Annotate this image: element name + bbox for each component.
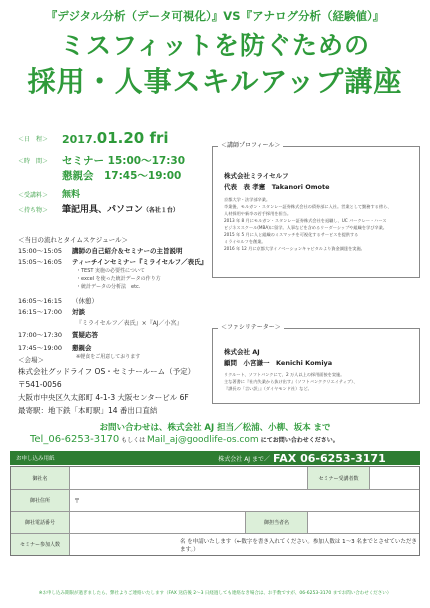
profile-bio-line: 京都大学・法学部卒業。 bbox=[224, 197, 271, 202]
facilitator-heading: ＜ファシリテーター＞ bbox=[218, 322, 284, 331]
venue-heading: ＜会場＞ bbox=[18, 356, 44, 364]
venue-name: 株式会社グッドライフ OS・セミナールーム（予定） bbox=[18, 367, 196, 376]
timeline-text: 講師の自己紹介＆セミナーの主旨説明 bbox=[72, 247, 183, 255]
contact-person-field[interactable] bbox=[307, 512, 419, 533]
time-label: ＜時 間＞ bbox=[18, 158, 49, 165]
contact-details bbox=[30, 434, 400, 445]
facilitator-bio-line: リクルート、ソフトバンクにて、2 万人以上の採用面接を実施。 bbox=[224, 372, 345, 377]
event-subtitle: 『デジタル分析（データ可視化）』VS『アナログ分析（経験値）』 bbox=[45, 9, 385, 23]
timeline-party-note: ※軽食をご用意しております bbox=[76, 354, 141, 360]
date-label: ＜日 程＞ bbox=[18, 136, 49, 143]
participants-field[interactable]: 名 を申請いたします（←数字を書き入れてください。参加人数は 1〜3 名までとさせていただきます。） bbox=[69, 534, 419, 555]
company-label: 御社名 bbox=[11, 467, 69, 489]
bring-label: ＜持ち物＞ bbox=[18, 207, 49, 214]
profile-bio-line: ミライセルフを創業。 bbox=[224, 239, 266, 244]
profile-name: 代表 表 孝憲 Takanori Omote bbox=[224, 183, 330, 191]
event-title-line2: 採用・人事スキルアップ講座 bbox=[27, 65, 403, 98]
seminar-count-label: セミナー受講者数 bbox=[307, 467, 369, 489]
timeline-time: 15:00〜15:05 bbox=[18, 247, 62, 255]
form-row-company bbox=[11, 467, 419, 489]
form-row-phone bbox=[11, 511, 419, 533]
time-seminar: セミナー 15:00〜17:30 bbox=[62, 155, 186, 167]
venue-address: 大阪市中央区久太郎町 4-1-3 大阪センタービル 6F bbox=[18, 393, 189, 402]
form-row-participants bbox=[11, 533, 419, 555]
company-field[interactable] bbox=[69, 467, 307, 489]
timeline-text: 懇親会 bbox=[72, 344, 92, 352]
profile-heading: ＜講師プロフィール＞ bbox=[218, 140, 283, 149]
bring-items: 筆記用具、パソコン bbox=[62, 205, 143, 215]
date-year: 2017. bbox=[62, 133, 97, 146]
timeline-time: 16:15〜17:00 bbox=[18, 308, 62, 316]
timeline-time: 15:05〜16:05 bbox=[18, 258, 62, 266]
seminar-count-field[interactable] bbox=[369, 467, 419, 489]
facilitator-name: 顧問 小宮謙一 Kenichi Komiya bbox=[224, 359, 333, 367]
timeline-time: 17:45〜19:00 bbox=[18, 344, 62, 352]
timeline-text: （休憩） bbox=[72, 297, 98, 305]
form-to: 株式会社 AJ まで／ bbox=[218, 455, 270, 463]
timeline-subitem: ・excel を使った統計データの作り方 bbox=[76, 276, 161, 282]
timeline-time: 16:05〜16:15 bbox=[18, 297, 62, 305]
profile-bio-line: ビジネススクール(MBA)に留学。人事などを含めるリーダーシップや組織を学び卒業。 bbox=[224, 225, 387, 230]
form-fax: FAX 06-6253-3171 bbox=[273, 451, 386, 465]
contact-tel[interactable]: Tel_06-6253-3170 bbox=[30, 434, 120, 445]
form-header-bar bbox=[10, 451, 420, 465]
fee-label: ＜受講料＞ bbox=[18, 192, 49, 199]
profile-bio-line: 卒業後、モルガン・スタンレー証券株式会社の債券部に入社。営業として勤務する傍ら、 bbox=[224, 204, 392, 209]
venue-station: 最寄駅：地下鉄「本町駅」14 番出口直結 bbox=[18, 406, 158, 415]
fee-value: 無料 bbox=[62, 190, 81, 200]
event-title-line1: ミスフィットを防ぐための bbox=[59, 31, 370, 60]
form-title: お申し込み用紙 bbox=[16, 456, 55, 462]
facilitator-bio-line: 『課長の「言い訳」』（ダイヤモンド社）など。 bbox=[224, 386, 312, 391]
profile-bio-line: 2015 年 5 月に人と組織のミスマッチを可視化するサービスを提供する bbox=[224, 232, 359, 237]
timeline-subitem: ・TEST 実施の必要性について bbox=[76, 268, 145, 274]
facilitator-bio-line: 主な著書に『社内失業から抜け出す』（ソフトバンククリエイティブ）、 bbox=[224, 379, 358, 384]
phone-field[interactable] bbox=[69, 512, 245, 533]
timeline-text: ティーチインセミナー『ミライセルフ／表氏』 bbox=[72, 258, 208, 266]
contact-person-label: 御担当者名 bbox=[245, 512, 307, 533]
profile-bio-line: 人材採用や新卒の若手採用を担当。 bbox=[224, 211, 292, 216]
phone-label: 御社電話番号 bbox=[11, 512, 69, 533]
venue-zip: 〒541-0056 bbox=[18, 380, 62, 389]
participants-label: セミナー参加人数 bbox=[11, 534, 69, 555]
facilitator-company: 株式会社 AJ bbox=[224, 348, 260, 356]
timeline-time: 17:00〜17:30 bbox=[18, 331, 62, 339]
timeline-dialog: 『ミライセルフ／表氏』×『AJ／小宮』 bbox=[76, 320, 183, 327]
contact-mail[interactable]: Mail_aj@goodlife-os.com bbox=[147, 435, 259, 445]
address-label: 御社住所 bbox=[11, 490, 69, 511]
profile-bio-line: 2013 年 8 月にモルガン・スタンレー証券株式会社を退職し、UC バークレー・ハース bbox=[224, 218, 387, 223]
address-field[interactable] bbox=[69, 490, 419, 511]
time-party: 懇親会 17:45〜19:00 bbox=[62, 170, 182, 182]
zip-mark: 〒 bbox=[74, 498, 81, 505]
facilitator-bio bbox=[224, 371, 414, 392]
contact-suffix: にてお問い合わせください。 bbox=[258, 437, 339, 444]
contact-or: もしくは bbox=[119, 437, 148, 444]
form-row-address bbox=[11, 489, 419, 511]
profile-bio bbox=[224, 196, 414, 252]
deadline-note: ※お申し込み期限が過ぎましたら、弊社よりご連絡いたします（FAX 送信後 2〜3 日経過しても連絡なき場合は、お手数ですが、06-6253-3170 までお問い合わせください） bbox=[38, 591, 392, 596]
bring-note: （各社１台） bbox=[142, 207, 179, 214]
application-form bbox=[10, 466, 420, 556]
contact-heading: お問い合わせは、株式会社 AJ 担当／松浦、小柳、坂本 まで bbox=[99, 423, 331, 433]
profile-bio-line: 2016 年 12 月に京都大学イノベーションキャピタルより資金調達を実施。 bbox=[224, 246, 365, 251]
date-day: 01.20 fri bbox=[96, 129, 169, 147]
timeline-text: 質疑応答 bbox=[72, 331, 98, 339]
bring-value bbox=[62, 202, 179, 215]
event-date bbox=[62, 128, 169, 147]
timeline-subitem: ・統計データの分析法 etc. bbox=[76, 284, 141, 290]
timeline-heading: ＜当日の流れとタイムスケジュール＞ bbox=[18, 236, 128, 244]
profile-company: 株式会社ミライセルフ bbox=[224, 172, 289, 180]
timeline-text: 対談 bbox=[72, 308, 85, 316]
